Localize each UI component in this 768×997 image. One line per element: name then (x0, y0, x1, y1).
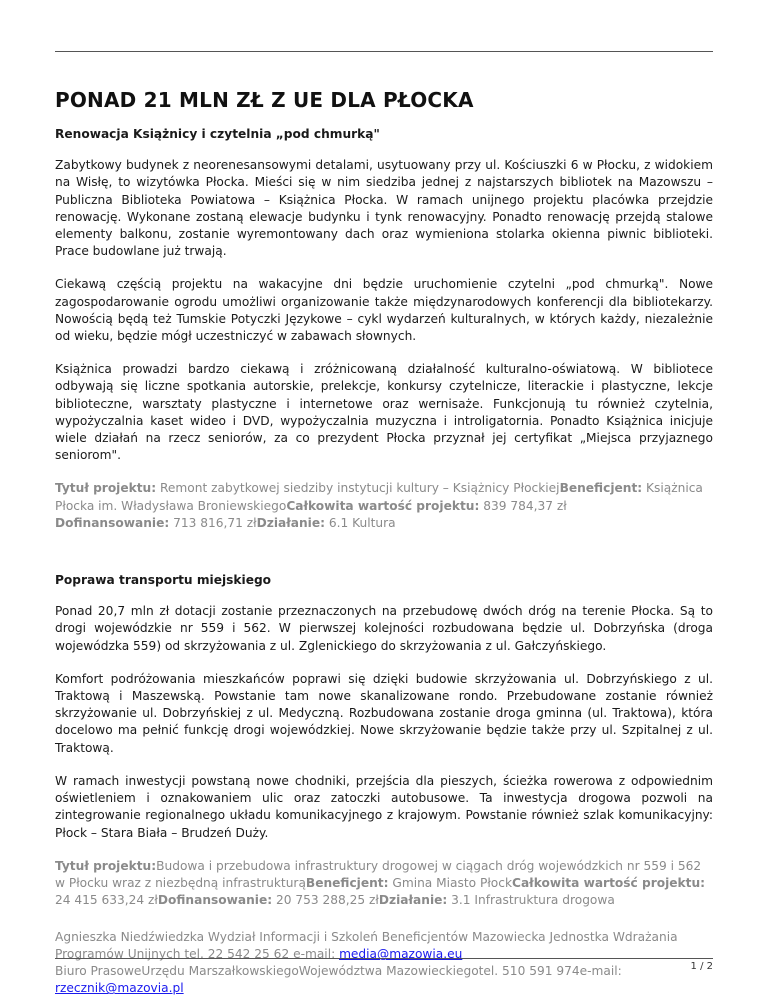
transport-paragraph-1: Ponad 20,7 mln zł dotacji zostanie przeznaczonych na przebudowę dwóch dróg na terenie Płocka. Są to drogi wojewódzkie nr 559 i 562. W pierwszej kolejności rozbudowana będzie ul. Dobrzyńska (droga wojewódzka 559) od skrzyżowania z ul. Zglenickiego do skrzyżowania z ul. Gałczyńskiego. (55, 604, 713, 653)
library-paragraph-3: Książnica prowadzi bardzo ciekawą i zróżnicowaną działalność kulturalno-oświatową. W bibliotece odbywają się liczne spotkania autorskie, prelekcje, konkursy czytelnicze, literackie i plastyczne, lekcje biblioteczne, warsztaty plastyczne i internetowe oraz wernisaże. Funkcjonują tu również czytelnia, wypożyczalnia kaset wideo i DVD, wypożyczalnia muzyczna i introligatornia. Ponadto Książnica inicjuje wiele działań na rzecz seniorów, za co prezydent Płocka przyznał jej certyfikat „Miejsca przyjaznego seniorom". (55, 362, 713, 463)
library-paragraph-2: Ciekawą częścią projektu na wakacyjne dni będzie uruchomienie czytelni „pod chmurką". Nowe zagospodarowanie ogrodu umożliwi organizowanie także międzynarodowych konferencji dla bibliotekarzy. Nowością będą też Tumskie Potyczki Językowe – cykl wydarzeń kulturalnych, w których każdy, niezależnie od wieku, będzie mógł uczestniczyć w zabawach słownych. (55, 277, 713, 344)
action-label: Działanie: (378, 893, 448, 908)
funding-label: Dofinansowanie: (157, 893, 273, 908)
total-value: 24 415 633,24 zł (55, 893, 158, 908)
total-value-label: Całkowita wartość projektu: (512, 875, 706, 890)
funding-label: Dofinansowanie: (55, 515, 170, 530)
contact-line-1: Agnieszka Niedźwiedzka Wydział Informacji i Szkoleń Beneficjentów Mazowiecka Jednostka Wdrażania Programów Unijnych tel. 22 542 25 62 e-mail: (55, 930, 678, 962)
project-title-label: Tytuł projektu: (55, 858, 157, 873)
beneficiary-label: Beneficjent: (559, 481, 643, 496)
total-value-label: Całkowita wartość projektu: (286, 498, 480, 513)
section-heading-library: Renowacja Książnicy i czytelnia „pod chmurką" (55, 127, 380, 141)
page-title: PONAD 21 MLN ZŁ Z UE DLA PŁOCKA (55, 88, 474, 112)
transport-paragraph-3: W ramach inwestycji powstaną nowe chodniki, przejścia dla pieszych, ścieżka rowerowa z odpowiednim oświetleniem i oznakowaniem ulic oraz zatoczki autobusowe. Ta inwestycja drogowa pozwoli na zintegrowanie regionalnego układu komunikacyjnego z krajowym. Powstanie również szlak komunikacyjny: Płock – Stara Biała – Brudzeń Duży. (55, 773, 713, 840)
action-label: Działanie: (256, 515, 325, 530)
funding-value: 713 816,71 zł (169, 515, 257, 530)
total-value: 839 784,37 zł (479, 498, 567, 513)
email-link-rzecznik[interactable]: rzecznik@mazovia.pl (55, 981, 184, 996)
beneficiary-label: Beneficjent: (305, 875, 389, 890)
project-title-label: Tytuł projektu: (55, 481, 157, 496)
beneficiary-value: Gmina Miasto Płock (388, 875, 512, 890)
transport-project-info (55, 858, 713, 910)
section-heading-transport: Poprawa transportu miejskiego (55, 573, 272, 588)
transport-paragraph-2: Komfort podróżowania mieszkańców poprawi się dzięki budowie skrzyżowania ul. Dobrzyńskiego z ul. Traktową i Maszewską. Powstanie tam nowe skanalizowane rondo. Przebudowane zostanie również skrzyżowanie ul. Dobrzyńskiej z ul. Medyczną. Rozbudowana zostanie droga gminna (ul. Traktowa), która docelowo ma pełnić funkcję drogi wojewódzkiej. Nowe skrzyżowanie będzie także przy ul. Szpitalnej z ul. Traktową. (55, 671, 713, 755)
page-number: 1 / 2 (690, 961, 713, 972)
article-body (55, 126, 713, 997)
library-paragraph-1: Zabytkowy budynek z neorenesansowymi detalami, usytuowany przy ul. Kościuszki 6 w Płocku, z widokiem na Wisłę, to wizytówka Płocka. Mieści się w nim siedziba jednej z najstarszych bibliotek na Mazowszu – Publiczna Biblioteka Powiatowa – Książnica Płocka. W ramach unijnego projektu placówka przejdzie renowację. Wykonane zostaną elewacje budynku i tynk renowacyjny. Ponadto renowację przejdą stalowe elementy balkonu, zostanie wyremontowany dach oraz wymieniona stolarka okienna piwnic biblioteki. Prace budowlane już trwają. (55, 158, 713, 259)
project-title-value: Remont zabytkowej siedziby instytucji kultury – Książnicy Płockiej (156, 481, 560, 496)
footer-rule (55, 958, 713, 959)
funding-value: 20 753 288,25 zł (272, 893, 379, 908)
action-value: 6.1 Kultura (324, 515, 396, 530)
beneficiary-value: Książnica Płocka im. Władysława Broniewskiego (55, 481, 703, 513)
header-rule (55, 51, 713, 52)
action-value: 3.1 Infrastruktura drogowa (447, 893, 615, 908)
project-title-value: Budowa i przebudowa infrastruktury drogowej w ciągach dróg wojewódzkich nr 559 i 562 w Płocku wraz z niezbędną infrastrukturą (55, 858, 702, 890)
contact-info (55, 929, 713, 997)
library-project-info (55, 480, 713, 532)
contact-line-2: Biuro PrasoweUrzędu MarszałkowskiegoWojewództwa Mazowieckiegotel. 510 591 974e-mail: (55, 964, 622, 979)
email-link-media[interactable]: media@mazowia.eu (339, 947, 463, 962)
